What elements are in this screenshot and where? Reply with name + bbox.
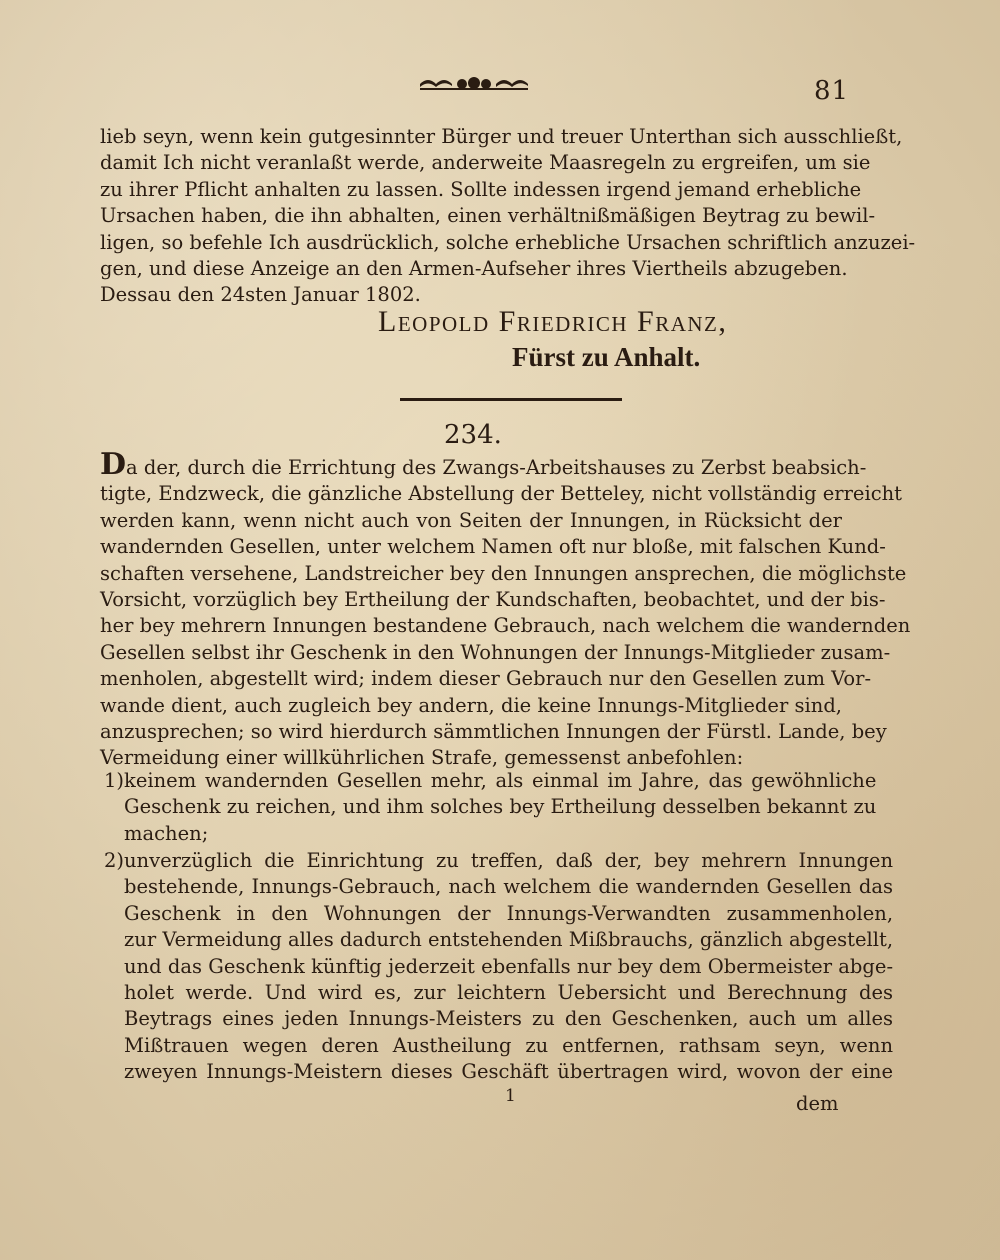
list-item — [104, 848, 894, 1086]
text-line: gen, und diese Anzeige an den Armen-Aufseher ihres Viertheils abzugeben. — [100, 257, 848, 281]
text-line: bestehende, Innungs-Gebrauch, nach welchem die wandernden Gesellen das — [124, 875, 894, 899]
list-item — [104, 768, 877, 847]
text-line: wandernden Gesellen, unter welchem Namen oft nur bloße, mit falschen Kund- — [100, 535, 886, 559]
text-line: tigte, Endzweck, die gänzliche Abstellung der Betteley, nicht vollständig erreicht — [100, 482, 903, 506]
text-line: her bey mehrern Innungen bestandene Gebrauch, nach welchem die wandernden — [100, 614, 911, 638]
text-line: menholen, abgestellt wird; indem dieser Gebrauch nur den Gesellen zum Vor- — [100, 667, 872, 691]
text-line: und das Geschenk künftig jederzeit ebenfalls nur bey dem Obermeister abge- — [124, 954, 894, 978]
text-line: wande dient, auch zugleich bey andern, die keine Innungs-Mitglieder sind, — [100, 693, 842, 717]
text-line: anzusprechen; so wird hierdurch sämmtlichen Innungen der Fürstl. Lande, bey — [100, 720, 887, 744]
text-line: ligen, so befehle Ich ausdrücklich, solche erhebliche Ursachen schriftlich anzuzei- — [100, 230, 916, 254]
text-line: zweyen Innungs-Meistern dieses Geschäft übertragen wird, wovon der eine — [124, 1060, 894, 1084]
section-divider — [400, 398, 622, 401]
date-line: Dessau den 24sten Januar 1802. — [100, 283, 421, 307]
text-line — [100, 447, 867, 482]
text-line-rest: a der, durch die Errichtung des Zwangs-Arbeitshauses zu Zerbst beabsich- — [126, 456, 867, 479]
signature-mark: 1 — [505, 1086, 516, 1106]
text-line: Vorsicht, vorzüglich bey Ertheilung der Kundschaften, beobachtet, und der bis- — [100, 588, 886, 612]
text-line: zur Vermeidung alles dadurch entstehenden Mißbrauchs, gänzlich abgestellt, — [124, 928, 894, 952]
text-line: zu ihrer Pflicht anhalten zu lassen. Sollte indessen irgend jemand erhebliche — [100, 177, 862, 201]
signature-name: Leopold Friedrich Franz, — [378, 305, 728, 338]
text-line: machen; — [124, 821, 209, 845]
section-number: 234. — [444, 420, 502, 450]
text-line: schaften versehene, Landstreicher bey den Innungen ansprechen, die möglichste — [100, 561, 907, 585]
text-line: Ursachen haben, die ihn abhalten, einen verhältnißmäßigen Beytrag zu bewil- — [100, 204, 876, 228]
signature-title: Fürst zu Anhalt. — [512, 342, 701, 372]
text-line: unverzüglich die Einrichtung zu treffen, daß der, bey mehrern Innungen — [124, 849, 894, 872]
text-line: holet werde. Und wird es, zur leichtern Uebersicht und Berechnung des — [124, 981, 894, 1005]
text-line: Mißtrauen wegen deren Austheilung zu entfernen, rathsam seyn, wenn — [124, 1033, 894, 1057]
text-line: keinem wandernden Gesellen mehr, als einmal im Jahre, das gewöhnliche — [124, 769, 877, 792]
text-line: lieb seyn, wenn kein gutgesinnter Bürger und treuer Unterthan sich ausschließt, — [100, 125, 903, 148]
list-item-number: 1) — [104, 769, 125, 792]
text-line: Beytrags eines jeden Innungs-Meisters zu den Geschenken, auch um alles — [124, 1007, 894, 1031]
text-line: werden kann, wenn nicht auch von Seiten der Innungen, in Rücksicht der — [100, 508, 842, 532]
decree-closing-paragraph — [100, 124, 916, 309]
text-line: Vermeidung einer willkührlichen Strafe, gemessenst anbefohlen: — [100, 746, 744, 770]
catchword: dem — [796, 1092, 839, 1115]
text-line: Geschenk in den Wohnungen der Innungs-Verwandten zusammenholen, — [124, 901, 894, 925]
page-number: 81 — [814, 76, 850, 106]
drop-cap: D — [100, 447, 127, 482]
text-line: Gesellen selbst ihr Geschenk in den Wohnungen der Innungs-Mitglieder zusam- — [100, 640, 891, 664]
text-line: damit Ich nicht veranlaßt werde, anderweite Maasregeln zu ergreifen, um sie — [100, 151, 871, 175]
text-line: Geschenk zu reichen, und ihm solches bey Ertheilung desselben bekannt zu — [124, 795, 877, 819]
ordinance-paragraph — [100, 447, 911, 772]
list-item-number: 2) — [104, 849, 125, 872]
ornament-icon — [418, 72, 530, 94]
